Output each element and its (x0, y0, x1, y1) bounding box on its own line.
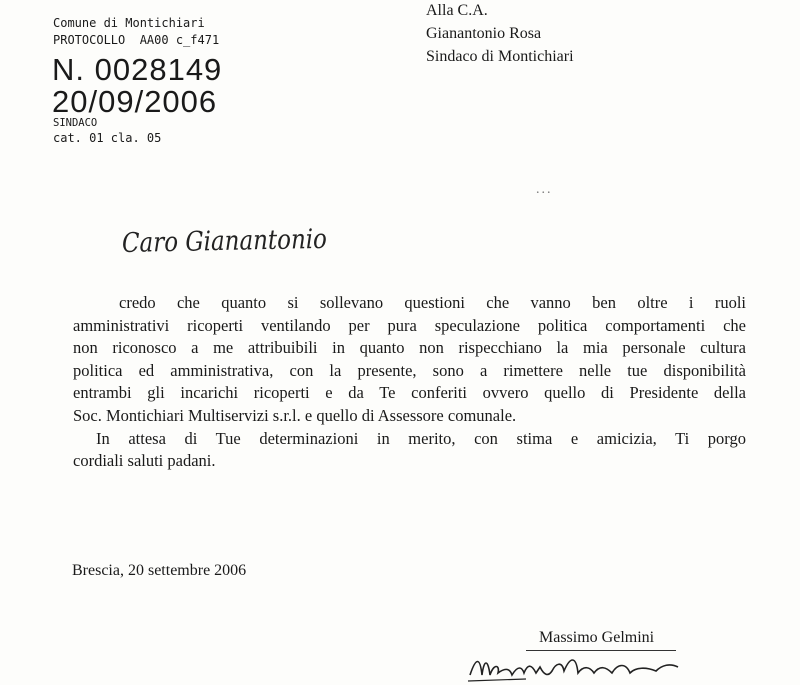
body-line: credo che quanto si sollevano questioni che vanno ben oltre i ruoli (119, 293, 746, 312)
stamp-number: N. 0028149 (52, 52, 223, 87)
recipient-line: Alla C.A. (426, 2, 488, 19)
handwritten-greeting: Caro Gianantonio (121, 223, 328, 259)
stamp-classification: cat. 01 cla. 05 (53, 131, 162, 145)
body-line: non riconosco a me attribuibili in quanto non rispecchiano la mia personale cultura (73, 338, 746, 358)
stamp-protocol: PROTOCOLLO AA00 c_f471 (53, 33, 220, 47)
stamp-municipality: Comune di Montichiari (53, 16, 205, 30)
handwritten-signature (466, 645, 681, 685)
letter-body (73, 292, 746, 473)
body-line: In attesa di Tue determinazioni in merito, con stima e amicizia, Ti porgo (96, 428, 746, 448)
body-line: politica ed amministrativa, con la presente, sono a rimettere nelle tue disponibilità (73, 360, 746, 380)
stamp-office: SINDACO (53, 117, 98, 129)
signatory-name: Massimo Gelmini (539, 629, 655, 646)
body-line: cordiali saluti padani. (73, 451, 216, 471)
recipient-title: Sindaco di Montichiari (426, 48, 574, 65)
stamp-date: 20/09/2006 (52, 84, 218, 119)
recipient-name: Gianantonio Rosa (426, 25, 542, 42)
place-date: Brescia, 20 settembre 2006 (72, 562, 247, 579)
body-line: Soc. Montichiari Multiservizi s.r.l. e quello di Assessore comunale. (73, 405, 517, 425)
body-line: amministrativi ricoperti ventilando per pura speculazione politica comportamenti che (73, 315, 746, 335)
body-line: entrambi gli incarichi ricoperti e da Te conferiti ovvero quello di Presidente della (73, 383, 746, 403)
ellipsis-mark: ... (536, 182, 553, 197)
